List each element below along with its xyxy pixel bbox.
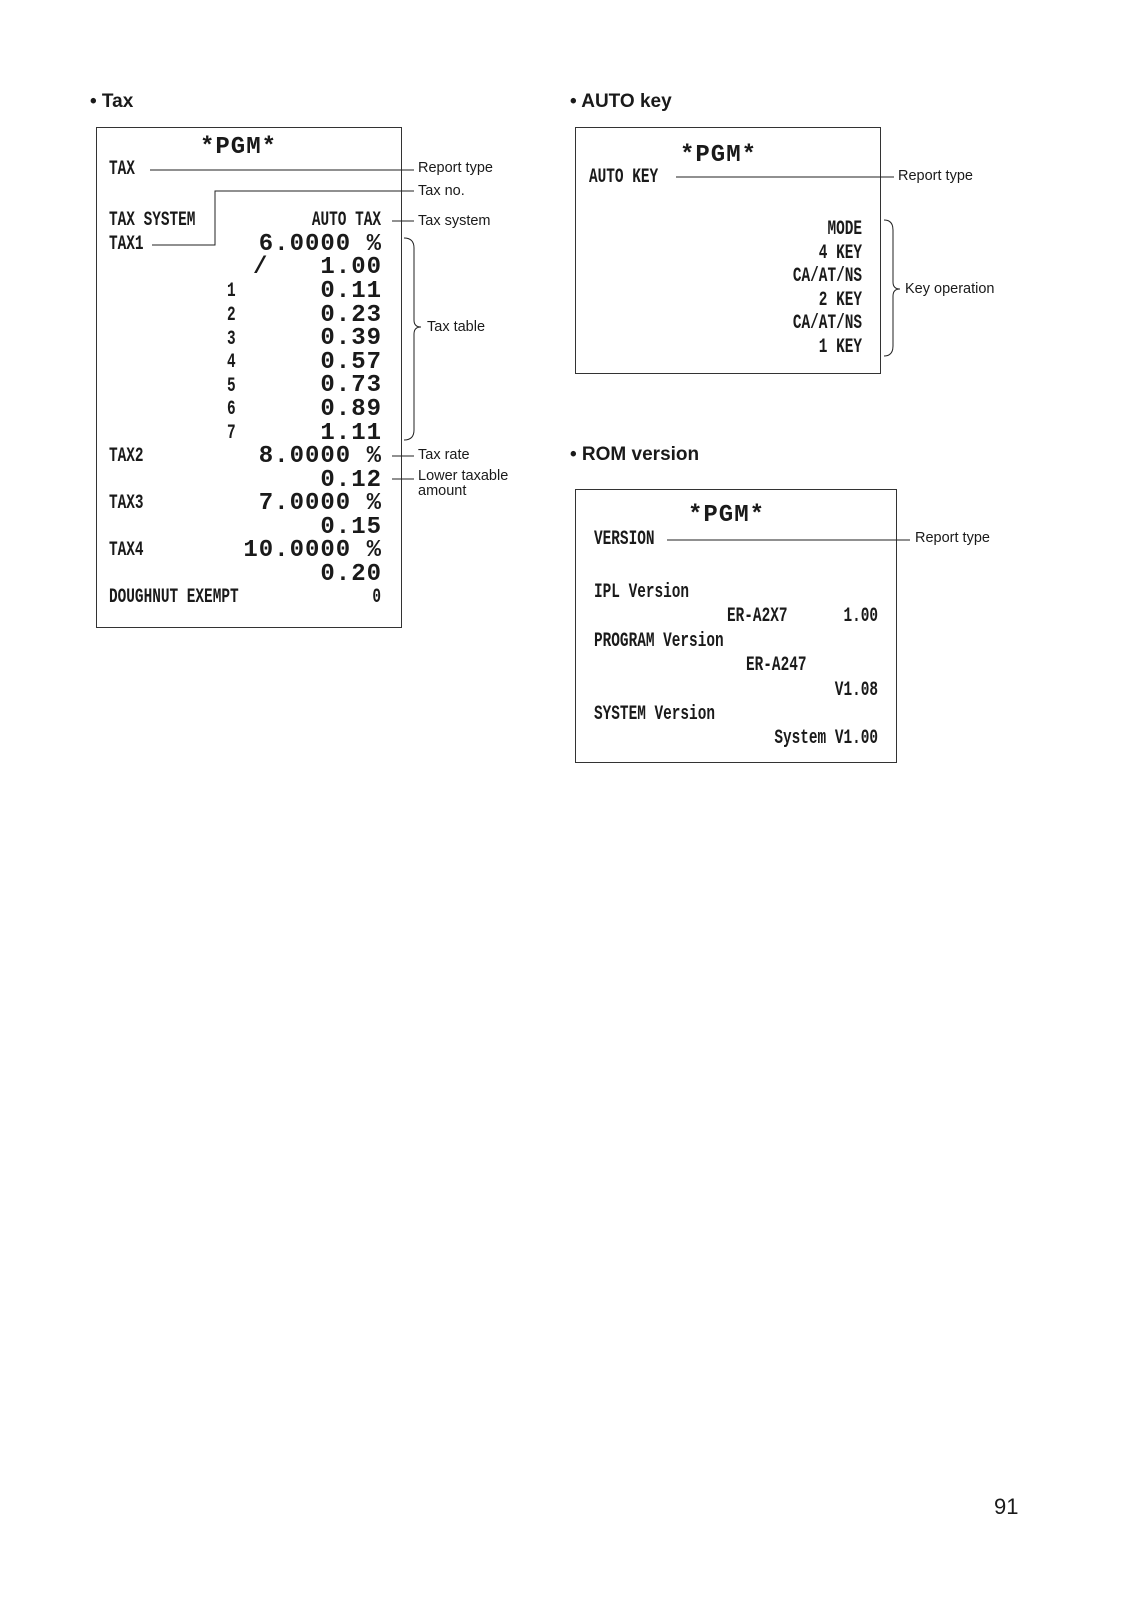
annotation-report-type: Report type bbox=[418, 160, 493, 176]
section-heading-tax: • Tax bbox=[90, 91, 134, 112]
auto-key-line: 4 KEY bbox=[818, 242, 862, 265]
rom-report-type: VERSION bbox=[594, 528, 655, 551]
tax-table-row-value: 0.73 bbox=[320, 372, 382, 399]
tax-table-row-no: 4 bbox=[227, 351, 236, 374]
tax-table-row-no: 6 bbox=[227, 398, 236, 421]
tax-table-row-value: 0.57 bbox=[320, 349, 382, 376]
section-heading-auto-key: • AUTO key bbox=[570, 91, 672, 112]
annotation-tax-table: Tax table bbox=[427, 319, 486, 335]
tax2-rate: 8.0000 % bbox=[258, 443, 382, 470]
tax2-label: TAX2 bbox=[109, 445, 144, 468]
page-number: 91 bbox=[994, 1494, 1019, 1519]
rom-version-receipt-header: *PGM* bbox=[688, 502, 766, 529]
tax-table-row-value: 0.39 bbox=[320, 325, 382, 352]
tax3-label: TAX3 bbox=[109, 492, 144, 515]
annotation-tax-rate: Tax rate bbox=[418, 447, 470, 463]
auto-key-receipt-header: *PGM* bbox=[680, 142, 758, 169]
annotation-lower-taxable-amount: amount bbox=[418, 483, 467, 499]
tax-receipt-header: *PGM* bbox=[200, 134, 278, 161]
annotation-tax-system: Tax system bbox=[418, 213, 491, 229]
auto-key-report-type: AUTO KEY bbox=[589, 166, 659, 189]
ipl-version-value: 1.00 bbox=[843, 605, 878, 628]
tax3-rate: 7.0000 % bbox=[258, 490, 382, 517]
annotation-lower-taxable: Lower taxable bbox=[418, 468, 509, 484]
tax-table-row-no: 7 bbox=[227, 422, 236, 445]
tax3-lower-taxable: 0.15 bbox=[320, 514, 382, 541]
tax-table-slash-value: 1.00 bbox=[320, 254, 382, 281]
annotation-key-operation: Key operation bbox=[905, 281, 995, 297]
doughnut-exempt-label: DOUGHNUT EXEMPT bbox=[109, 586, 239, 609]
auto-key-line: CA/AT/NS bbox=[792, 312, 862, 335]
system-version-label: SYSTEM Version bbox=[594, 703, 715, 726]
doughnut-exempt-value: 0 bbox=[372, 586, 381, 609]
tax-table-row-value: 0.23 bbox=[320, 302, 382, 329]
tax-report-type: TAX bbox=[109, 158, 135, 181]
tax-table-slash: / bbox=[253, 254, 269, 281]
program-version-label: PROGRAM Version bbox=[594, 630, 724, 653]
tax-table-row-no: 2 bbox=[227, 304, 236, 327]
tax1-label: TAX1 bbox=[109, 233, 144, 256]
tax4-lower-taxable: 0.20 bbox=[320, 561, 382, 588]
annotation-auto-report-type: Report type bbox=[898, 168, 973, 184]
ipl-version-label: IPL Version bbox=[594, 581, 690, 604]
tax-table-row-no: 1 bbox=[227, 280, 236, 303]
tax2-lower-taxable: 0.12 bbox=[320, 467, 382, 494]
section-heading-rom-version: • ROM version bbox=[570, 444, 700, 465]
annotation-tax-no: Tax no. bbox=[418, 183, 465, 199]
program-version-value: V1.08 bbox=[834, 679, 878, 702]
tax4-label: TAX4 bbox=[109, 539, 144, 562]
auto-key-line: CA/AT/NS bbox=[792, 265, 862, 288]
tax1-rate: 6.0000 % bbox=[258, 231, 382, 258]
tax4-rate: 10.0000 % bbox=[243, 537, 382, 564]
auto-key-line: 2 KEY bbox=[818, 289, 862, 312]
tax-table-row-no: 3 bbox=[227, 328, 236, 351]
tax-table-row-value: 0.89 bbox=[320, 396, 382, 423]
tax-system-label: TAX SYSTEM bbox=[109, 209, 196, 232]
auto-key-line: MODE bbox=[827, 218, 862, 241]
system-version-value: System V1.00 bbox=[774, 727, 878, 750]
tax-system-value: AUTO TAX bbox=[311, 209, 381, 232]
tax-table-row-value: 0.11 bbox=[320, 278, 382, 305]
tax-table-row-value: 1.11 bbox=[320, 420, 382, 447]
ipl-version-model: ER-A2X7 bbox=[727, 605, 788, 628]
tax-table-row-no: 5 bbox=[227, 375, 236, 398]
program-version-model: ER-A247 bbox=[746, 654, 807, 677]
annotation-rom-report-type: Report type bbox=[915, 530, 990, 546]
auto-key-line: 1 KEY bbox=[818, 336, 862, 359]
